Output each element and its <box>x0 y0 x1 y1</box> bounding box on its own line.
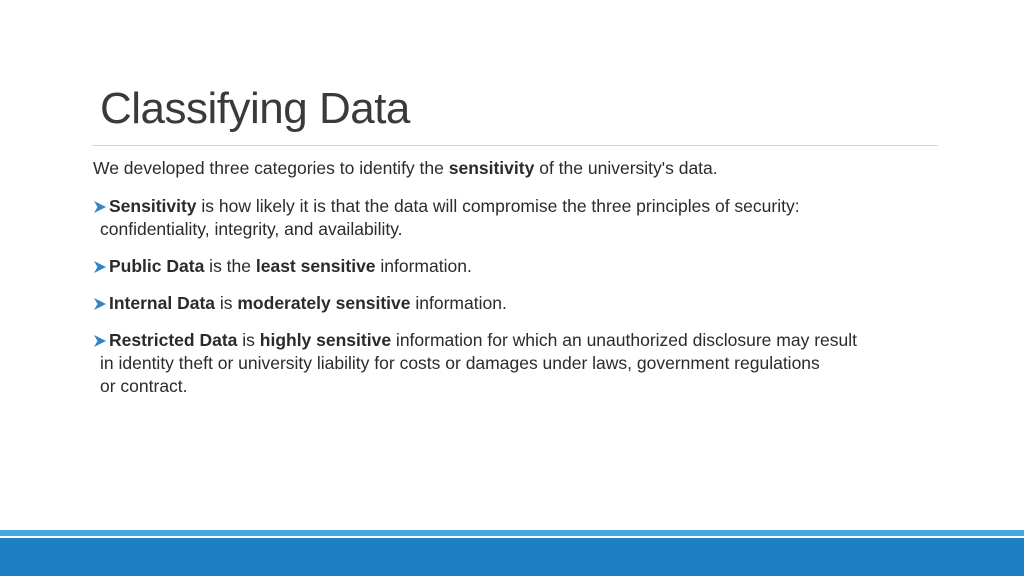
bullet-segment: moderately sensitive <box>237 293 411 313</box>
bullet-line-1 <box>109 329 943 352</box>
bullet-line-1 <box>109 255 943 278</box>
slide-title: Classifying Data <box>100 84 410 133</box>
bullet-segment: is <box>237 330 260 350</box>
bullet-segment: Public Data <box>109 256 205 276</box>
intro-after: of the university's data. <box>534 158 718 178</box>
bullet-segment: least sensitive <box>255 256 376 276</box>
bullet-line-1 <box>109 292 943 315</box>
intro-before: We developed three categories to identify the <box>93 158 449 178</box>
arrow-bullet-icon <box>93 334 107 348</box>
bullet-line-3: or contract. <box>100 376 188 396</box>
intro-bold: sensitivity <box>448 158 535 178</box>
bullet-item-public-data <box>93 255 943 278</box>
arrow-bullet-icon <box>93 297 107 311</box>
bullet-item-sensitivity <box>93 195 943 241</box>
bullet-segment: is the <box>204 256 256 276</box>
bullet-line-1 <box>109 195 943 218</box>
intro-text <box>93 158 718 179</box>
bullet-segment: Internal Data <box>109 293 215 313</box>
bullet-list <box>93 195 943 412</box>
bullet-line-2: confidentiality, integrity, and availability. <box>100 219 403 239</box>
title-divider <box>92 145 938 146</box>
arrow-bullet-icon <box>93 200 107 214</box>
bullet-segment: information. <box>410 293 507 313</box>
bullet-item-internal-data <box>93 292 943 315</box>
footer-bar <box>0 538 1024 576</box>
bullet-segment: information for which an unauthorized disclosure may result <box>391 330 857 350</box>
bullet-segment: highly sensitive <box>259 330 392 350</box>
footer-accent-line <box>0 530 1024 536</box>
bullet-line-2: in identity theft or university liability for costs or damages under laws, government regulations <box>100 353 820 373</box>
bullet-item-restricted-data <box>93 329 943 398</box>
bullet-segment: is how likely it is that the data will compromise the three principles of security: <box>196 196 800 216</box>
bullet-segment: Sensitivity <box>109 196 197 216</box>
bullet-segment: information. <box>375 256 472 276</box>
arrow-bullet-icon <box>93 260 107 274</box>
bullet-segment: is <box>215 293 238 313</box>
bullet-segment: Restricted Data <box>109 330 238 350</box>
